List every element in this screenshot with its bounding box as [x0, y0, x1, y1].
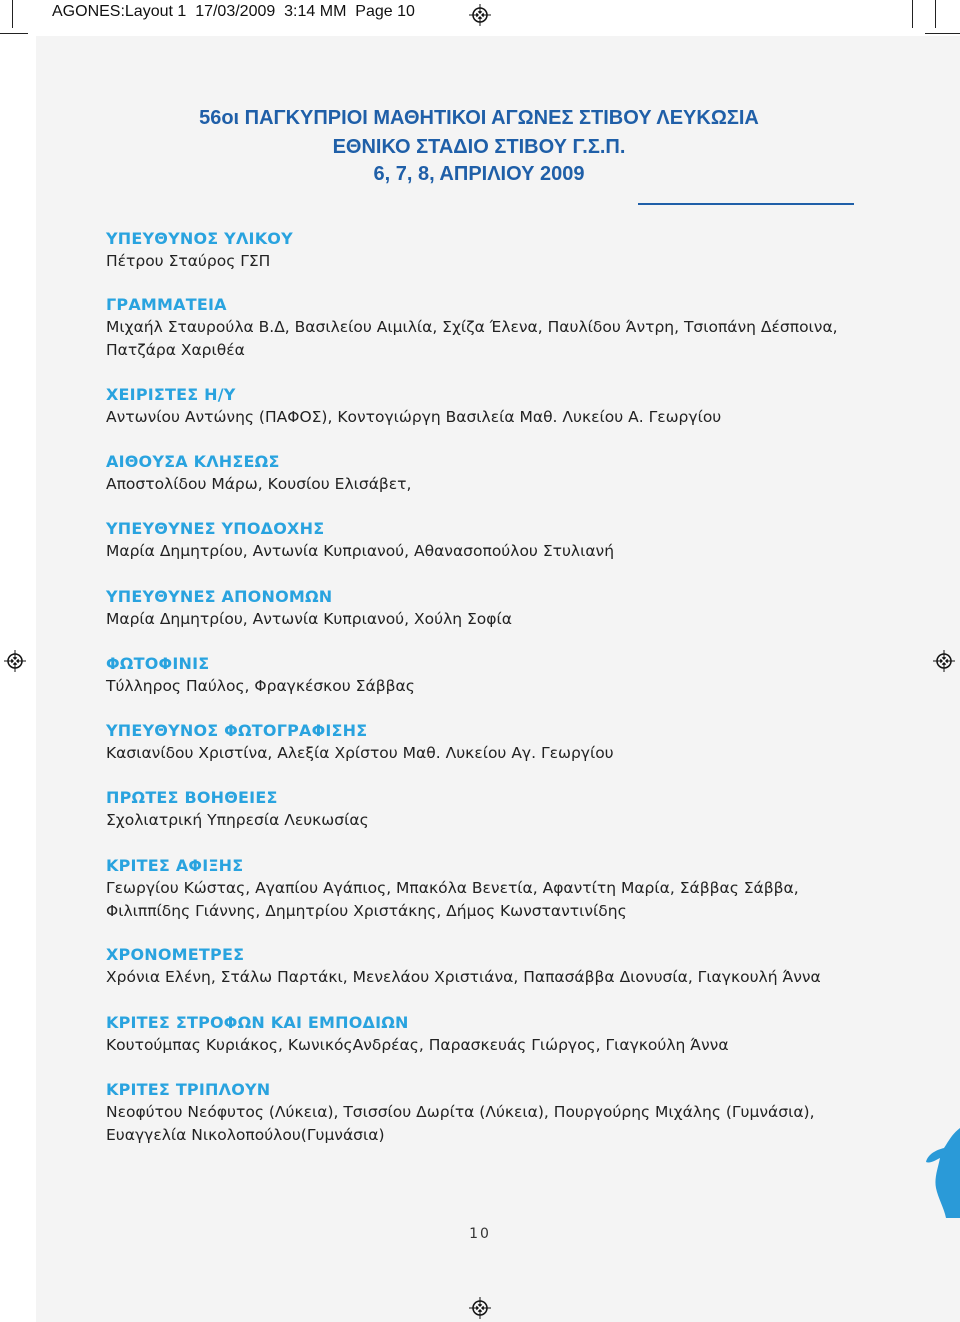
registration-mark-bottom-icon [469, 1297, 491, 1319]
crop-mark-top-right-v2 [935, 0, 936, 28]
section-names: Ευαγγελία Νικολοπούλου(Γυμνάσια) [106, 1126, 385, 1144]
page-number: 10 [469, 1226, 491, 1242]
crop-mark-top-left [12, 0, 13, 28]
section [106, 384, 866, 429]
section-names: Κουτούμπας Κυριάκος, ΚωνικόςΑνδρέας, Παρασκευάς Γιώργος, Γιαγκούλη Άννα [106, 1036, 729, 1054]
registration-mark-left-icon [4, 650, 26, 672]
section-title: ΥΠΕΥΘΥΝΟΣ ΥΛΙΚΟΥ [106, 229, 293, 248]
section-names: Αποστολίδου Μάρω, Κουσίου Ελισάβετ, [106, 475, 412, 493]
section-title: ΓΡΑΜΜΑΤΕΙΑ [106, 295, 227, 314]
section [106, 518, 866, 563]
section [106, 653, 866, 698]
crop-mark-top-left-h [0, 33, 28, 34]
event-dates: 6, 7, 8, ΑΠΡΙΛΙΟΥ 2009 [373, 163, 585, 185]
section-title: ΧΡΟΝΟΜΕΤΡΕΣ [106, 945, 245, 964]
section-names: Χρόνια Ελένη, Στάλω Παρτάκι, Μενελάου Χριστιάνα, Παπασάββα Διονυσία, Γιαγκουλή Άννα [106, 968, 821, 986]
section [106, 944, 866, 989]
athlete-silhouette-icon [926, 1128, 960, 1218]
section [106, 451, 866, 496]
section-names: Μαρία Δημητρίου, Αντωνία Κυπριανού, Αθανασοπούλου Στυλιανή [106, 542, 615, 560]
section-title: ΦΩΤΟΦΙΝΙΣ [106, 654, 210, 673]
section-names: Σχολιατρική Υπηρεσία Λευκωσίας [106, 811, 369, 829]
section [106, 787, 866, 832]
section-title: ΚΡΙΤΕΣ ΑΦΙΞΗΣ [106, 856, 244, 875]
section-names: Πέτρου Σταύρος ΓΣΠ [106, 252, 271, 270]
slug-page: Page 10 [355, 3, 415, 20]
section-title: ΥΠΕΥΘΥΝΕΣ ΥΠΟΔΟΧΗΣ [106, 519, 325, 538]
registration-mark-top-icon [469, 4, 491, 26]
section [106, 855, 866, 923]
section-title: ΚΡΙΤΕΣ ΣΤΡΟΦΩΝ ΚΑΙ ΕΜΠΟΔΙΩΝ [106, 1013, 409, 1032]
slug-time: 3:14 MM [284, 3, 347, 20]
print-slug [52, 3, 415, 21]
section [106, 294, 866, 362]
section-title: ΥΠΕΥΘΥΝΟΣ ΦΩΤΟΓΡΑΦΙΣΗΣ [106, 721, 368, 740]
section-names: Τύλληρος Παύλος, Φραγκέσκου Σάββας [106, 677, 415, 695]
crop-mark-top-right [912, 0, 913, 28]
section-names: Πατζάρα Χαριθέα [106, 341, 245, 359]
section-names: Αντωνίου Αντώνης (ΠΑΦΟΣ), Κοντογιώργη Βασιλεία Μαθ. Λυκείου Α. Γεωργίου [106, 408, 722, 426]
section-names: Μιχαήλ Σταυρούλα Β.Δ, Βασιλείου Αιμιλία, Σχίζα Έλενα, Παυλίδου Άντρη, Τσιοπάνη Δέσποινα, [106, 318, 838, 336]
section-names: Νεοφύτου Νεόφυτος (Λύκεια), Τσισσίου Δωρίτα (Λύκεια), Πουργούρης Μιχάλης (Γυμνάσια), [106, 1103, 815, 1121]
section [106, 228, 866, 273]
venue-title: ΕΘΝΙΚΟ ΣΤΑΔΙΟ ΣΤΙΒΟΥ Γ.Σ.Π. [332, 136, 626, 158]
section-names: Γεωργίου Κώστας, Αγαπίου Αγάπιος, Μπακόλα Βενετία, Αφαντίτη Μαρία, Σάββας Σάββα, [106, 879, 799, 897]
section [106, 1012, 866, 1057]
slug-file: AGONES:Layout 1 [52, 3, 187, 20]
section-names: Μαρία Δημητρίου, Αντωνία Κυπριανού, Χούλη Σοφία [106, 610, 512, 628]
section-title: ΧΕΙΡΙΣΤΕΣ Η/Υ [106, 385, 236, 404]
section [106, 720, 866, 765]
section [106, 586, 866, 631]
section-title: ΠΡΩΤΕΣ ΒΟΗΘΕΙΕΣ [106, 788, 278, 807]
registration-mark-right-icon [933, 650, 955, 672]
section-title: ΥΠΕΥΘΥΝΕΣ ΑΠΟΝΟΜΩΝ [106, 587, 333, 606]
section-title: ΚΡΙΤΕΣ ΤΡΙΠΛΟΥΝ [106, 1080, 271, 1099]
event-title: 56οι ΠΑΓΚΥΠΡΙΟΙ ΜΑΘΗΤΙΚΟΙ ΑΓΩΝΕΣ ΣΤΙΒΟΥ ΛΕΥΚΩΣΙΑ [199, 107, 759, 129]
crop-mark-top-right-h [925, 33, 960, 34]
section-names: Φιλιππίδης Γιάννης, Δημητρίου Χριστάκης, Δήμος Κωνσταντινίδης [106, 902, 627, 920]
header-rule [638, 203, 854, 205]
section [106, 1079, 866, 1147]
section-title: ΑΙΘΟΥΣΑ ΚΛΗΣΕΩΣ [106, 452, 280, 471]
slug-date: 17/03/2009 [195, 3, 276, 20]
section-names: Κασιανίδου Χριστίνα, Αλεξία Χρίστου Μαθ. Λυκείου Αγ. Γεωργίου [106, 744, 614, 762]
